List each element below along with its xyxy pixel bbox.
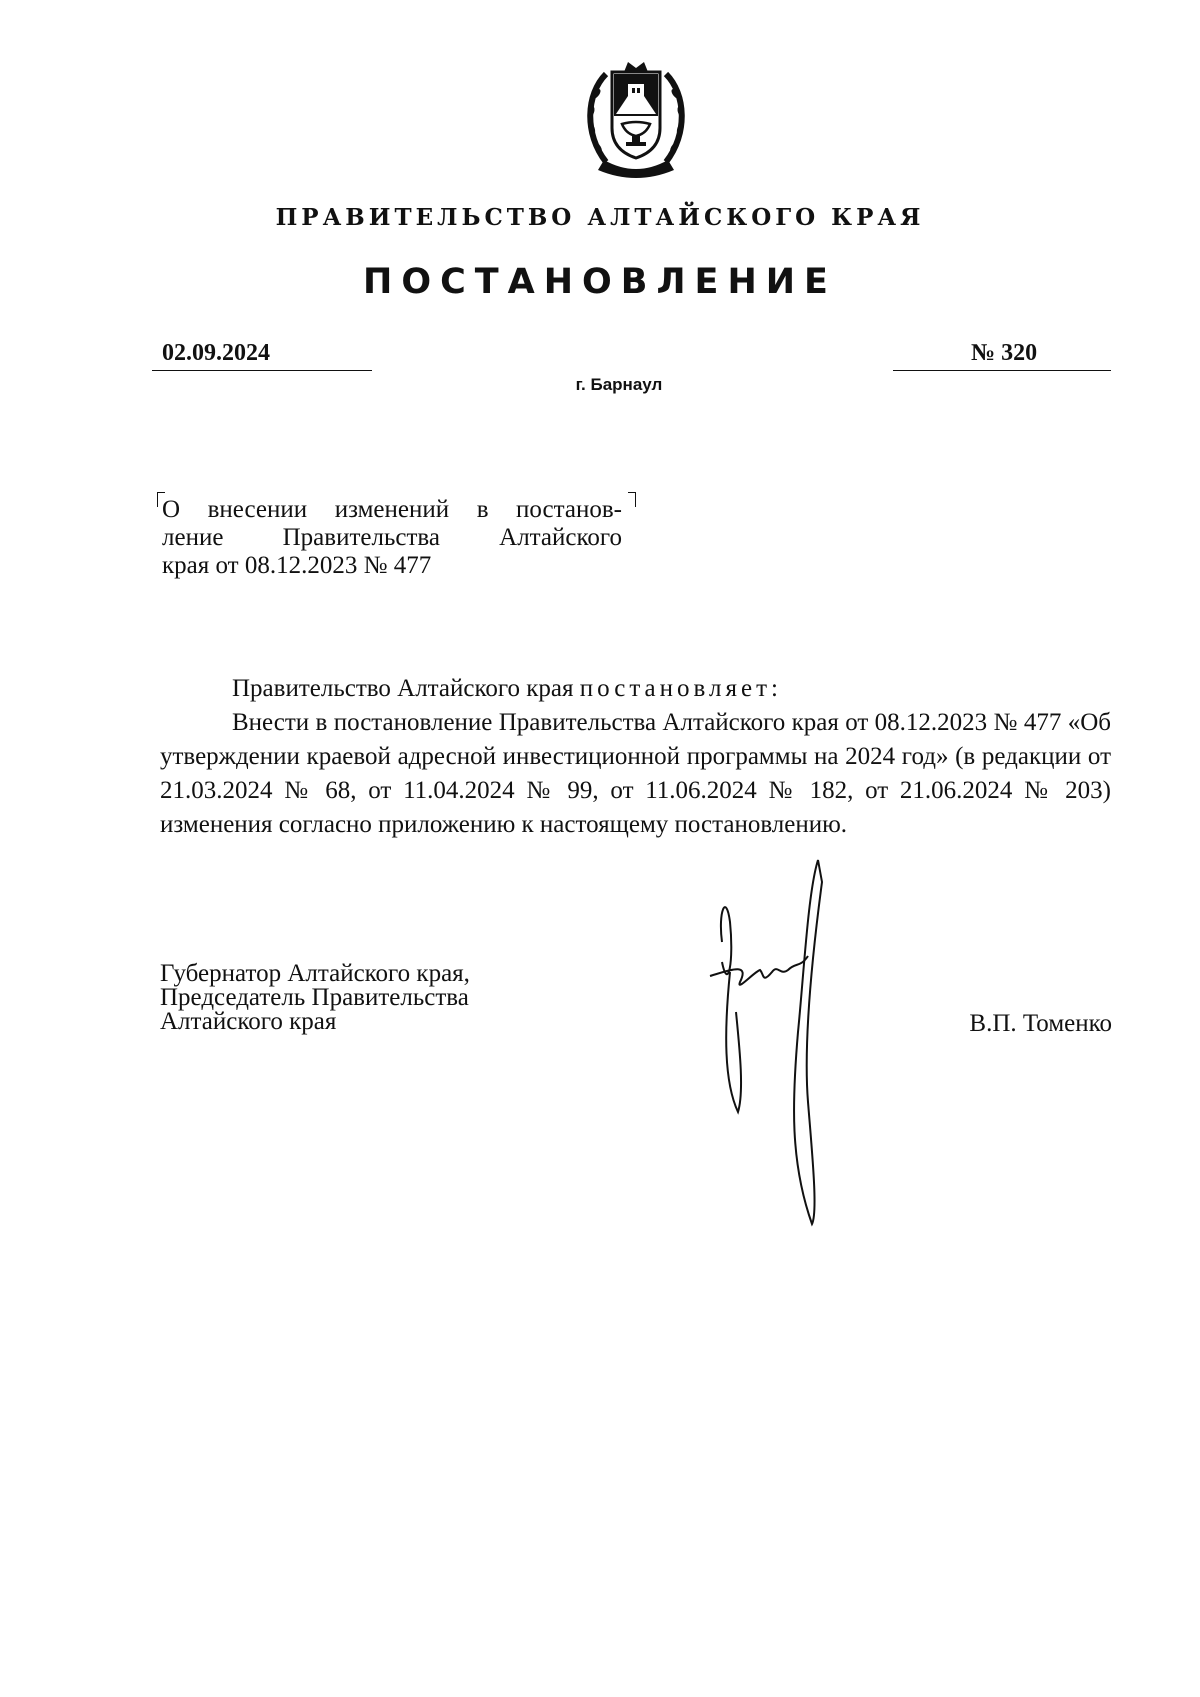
document-subject: [162, 496, 622, 580]
document-type-title: ПОСТАНОВЛЕНИЕ: [363, 262, 837, 302]
subject-bracket-right: [628, 492, 636, 507]
signatory-line: Губернатор Алтайского края,: [160, 960, 470, 987]
signatory-title: [160, 962, 560, 1034]
document-city: г. Барнаул: [575, 375, 663, 394]
signatory-line: Алтайского края: [160, 1008, 337, 1035]
intro-resolves: постановляет:: [579, 675, 782, 702]
intro-text: Правительство Алтайского края: [232, 675, 580, 702]
subject-line: ление Правительства Алтайского: [162, 524, 622, 551]
subject-line: О внесении изменений в постанов-: [162, 496, 622, 523]
coat-of-arms-icon: [576, 54, 696, 182]
document-number: № 320: [971, 340, 1038, 366]
resolution-intro: [160, 672, 1111, 706]
signatory-name: В.П. Томенко: [969, 1010, 1112, 1037]
subject-line: края от 08.12.2023 № 477: [162, 552, 432, 579]
document-body: [160, 672, 1111, 842]
government-title: ПРАВИТЕЛЬСТВО АЛТАЙСКОГО КРАЯ: [275, 204, 925, 231]
resolution-paragraph: Внести в постановление Правительства Алтайского края от 08.12.2023 № 477 «Об утверждении краевой адресной инвестиционной программы на 2024 год» (в редакции от 21.03.2024 № 68, от 11.04.2024 № 99, от 11.06.2024 № 182, от 21.06.2024 № 203) изменения согласно приложению к настоящему постановлению.: [160, 709, 1111, 838]
handwritten-signature: [700, 852, 860, 1232]
document-date: 02.09.2024: [152, 340, 372, 371]
document-number-block: [893, 340, 1111, 371]
signatory-line: Председатель Правительства: [160, 984, 469, 1011]
